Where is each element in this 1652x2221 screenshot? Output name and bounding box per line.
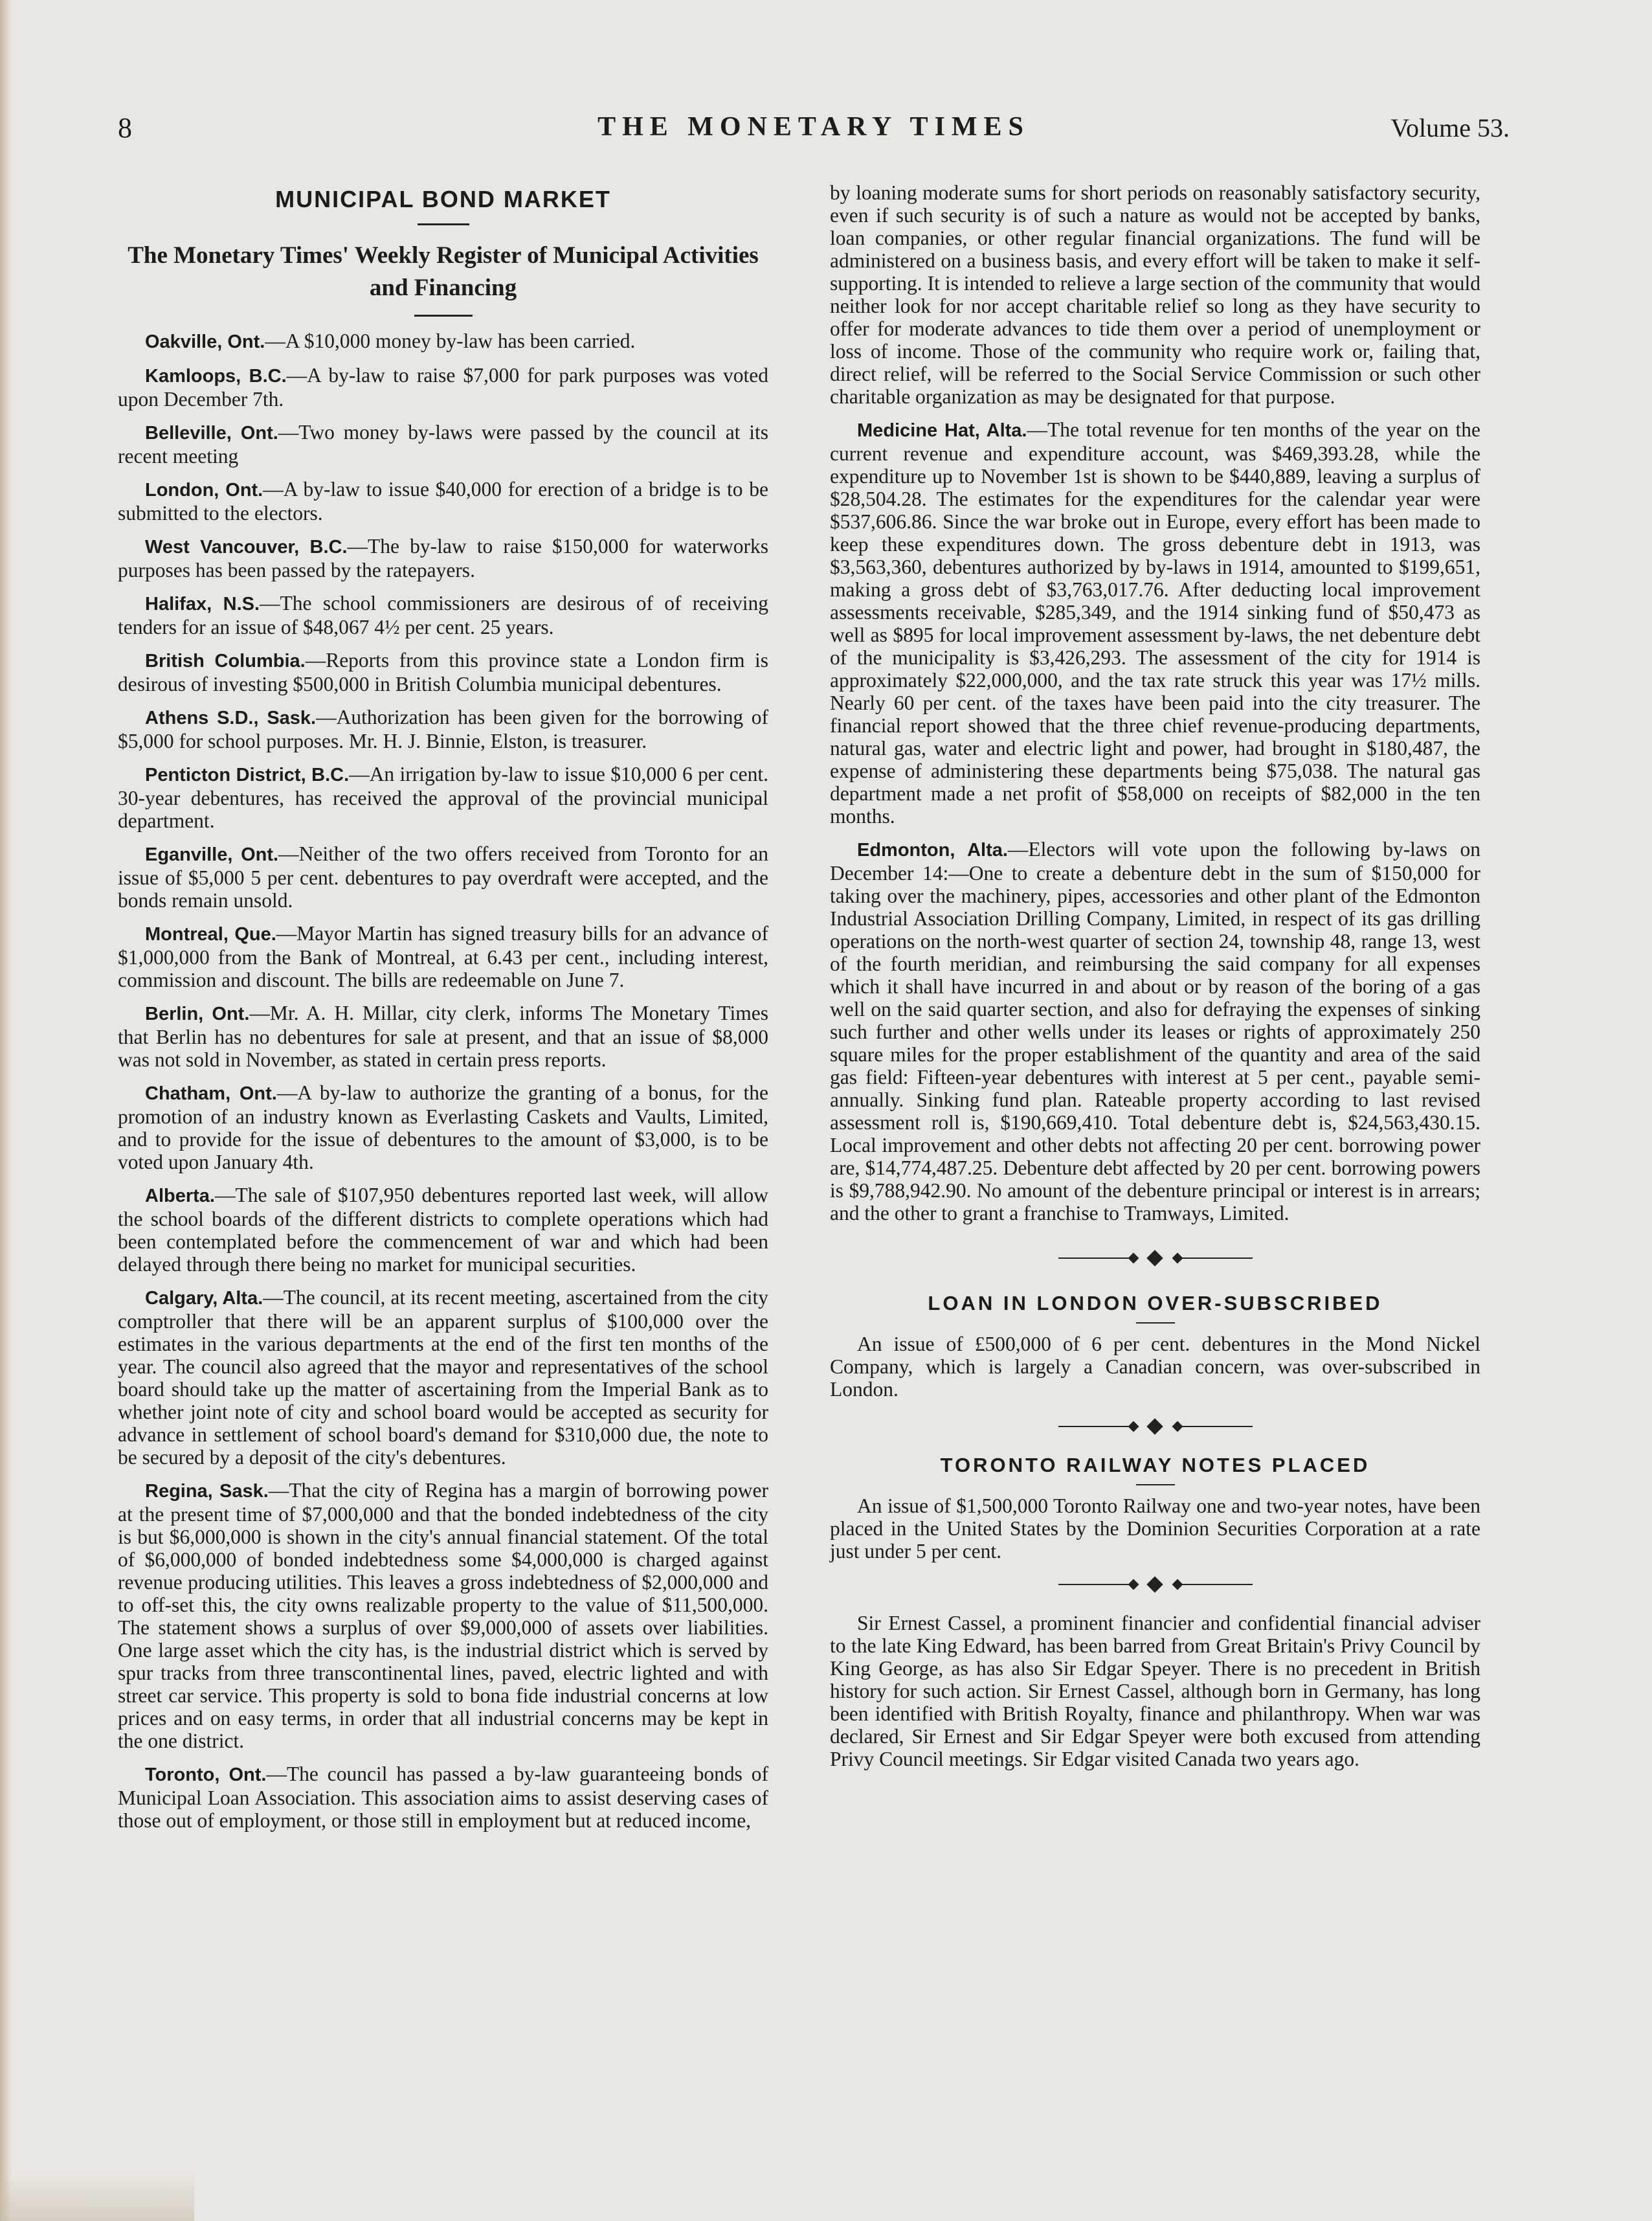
railway-rule: [1136, 1484, 1175, 1485]
item-text: —Authorization has been given for the borrowing of $5,000 for school purposes. Mr. H. J. Binnie, Elston, is treasurer.: [118, 706, 768, 752]
item-text: —Mr. A. H. Millar, city clerk, informs The Monetary Times that Berlin has no debentures for sale at present, and that an issue of $8,000 was not sold in November, as stated in certain press reports.: [118, 1002, 768, 1071]
item-place: Toronto, Ont.: [145, 1764, 267, 1785]
bond-item: [118, 364, 768, 411]
item-text: —That the city of Regina has a margin of borrowing power at the present time of $7,000,000 and that the bonded indebtedness of the city is but $6,000,000 is shown in the city's annual financial statement. Of the total of $6,000,000 of bonded indebtedness some $4,000,000 is charged against revenue producing utilities. This leaves a gross indebtedness of $2,000,000 and to off-set this, the city owns realizable property to the value of $11,500,000. The statement shows a surplus of over $9,000,000 of assets over liabilities. One large asset which the city has, is the industrial district which is served by spur tracks from three transcontinental lines, paved, electric lighted and with street car service. This property is sold to bona fide industrial concerns at low prices and on easy terms, in order that all industrial concerns may be kept in the one district.: [118, 1479, 768, 1752]
bond-item: [118, 842, 768, 912]
item-place: Halifax, N.S.: [145, 594, 260, 614]
article-headline: MUNICIPAL BOND MARKET: [275, 186, 611, 212]
item-text: —A by-law to raise $7,000 for park purposes was voted upon December 7th.: [118, 364, 768, 411]
cassel-paragraph: Sir Ernest Cassel, a prominent financier and confidential financial adviser to the late King Edward, has been barred from Great Britain's Privy Council by King George, as has also Sir Edgar Speyer. There is no precedent in British history for such action. Sir Ernest Cassel, although born in Germany, has long been identified with British Royalty, finance and philanthropy. When war was declared, Sir Ernest and Sir Edgar Speyer were both excused from attending Privy Council meetings. Sir Edgar visited Canada two years ago.: [830, 1612, 1480, 1770]
bond-item: [118, 478, 768, 524]
item-place: West Vancouver, B.C.: [145, 537, 348, 558]
page-edge: [0, 0, 12, 2221]
item-place: Belleville, Ont.: [145, 423, 278, 444]
ornament-divider: [1058, 1250, 1253, 1266]
bond-item: [118, 1184, 768, 1276]
bond-item: [118, 1763, 768, 1832]
item-place: Athens S.D., Sask.: [145, 708, 317, 728]
item-text: —The sale of $107,950 debentures reported last week, will allow the school boards of the different districts to complete operations which had been contemplated before the commencement of war and which had been delayed through there being no market for municipal securities.: [118, 1184, 768, 1276]
paper-stain: [0, 2172, 194, 2221]
item-place: Edmonton, Alta.: [857, 840, 1008, 861]
item-text: —Neither of the two offers received from Toronto for an issue of $5,000 5 per cent. debentures to pay overdraft were accepted, and the bonds remain unsold.: [118, 842, 768, 912]
ornament-divider: [1058, 1419, 1253, 1434]
bond-item: [830, 418, 1480, 828]
item-place: Montreal, Que.: [145, 924, 276, 945]
item-place: Kamloops, B.C.: [145, 366, 287, 387]
toronto-continuation: by loaning moderate sums for short periods on reasonably satisfactory security, even if such security is of such a nature as would not be accepted by banks, loan companies, or other regular financial organizations. The fund will be administered on a business basis, and every effort will be taken to make it self-supporting. It is intended to relieve a large section of the community that would neither look for nor accept charitable relief so long as they have security to offer for moderate advances to tide them over a period of unemployment or loss of income. Those of the community who require work or, failing that, direct relief, will be referred to the Social Service Commission or such other charitable organization as may be designated for that purpose.: [830, 181, 1480, 408]
bond-item: [118, 535, 768, 581]
loan-heading: LOAN IN LONDON OVER-SUBSCRIBED: [928, 1292, 1383, 1314]
right-column: [830, 181, 1480, 1781]
bond-item: [118, 1286, 768, 1469]
item-text: —Two money by-laws were passed by the council at its recent meeting: [118, 421, 768, 468]
headline-rule: [418, 223, 469, 225]
item-place: Alberta.: [145, 1186, 215, 1206]
item-text: —An irrigation by-law to issue $10,000 6 per cent. 30-year debentures, has received the approval of the provincial municipal department.: [118, 763, 768, 832]
bond-item: [118, 330, 768, 354]
bond-item: [118, 649, 768, 695]
loan-rule: [1136, 1322, 1175, 1324]
page-number: 8: [118, 112, 132, 144]
subhead-rule: [414, 315, 473, 317]
item-place: Medicine Hat, Alta.: [857, 420, 1027, 441]
item-text: —A by-law to authorize the granting of a bonus, for the promotion of an industry known as Everlasting Caskets and Vaults, Limited, and to provide for the issue of debentures to the amount of $3,000, is to be voted upon January 4th.: [118, 1081, 768, 1173]
bond-item: [118, 922, 768, 991]
bond-item: [118, 1081, 768, 1173]
bond-item: [118, 592, 768, 638]
bond-item: [118, 706, 768, 752]
item-place: British Columbia.: [145, 651, 306, 671]
item-text: —A by-law to issue $40,000 for erection of a bridge is to be submitted to the electors.: [118, 478, 768, 524]
running-head: [118, 111, 1510, 150]
volume-label: Volume 53.: [1390, 113, 1510, 142]
item-place: Oakville, Ont.: [145, 332, 265, 352]
item-text: —The council has passed a by-law guaranteeing bonds of Municipal Loan Association. This association aims to assist deserving cases of those out of employment, or those still in employment but at reduced income,: [118, 1763, 768, 1832]
bond-item: [830, 838, 1480, 1224]
bond-item: [118, 1002, 768, 1071]
loan-text: An issue of £500,000 of 6 per cent. debentures in the Mond Nickel Company, which is largely a Canadian concern, was over-subscribed in London.: [830, 1333, 1480, 1401]
item-place: Penticton District, B.C.: [145, 765, 350, 785]
item-place: Berlin, Ont.: [145, 1004, 250, 1024]
item-text: —Reports from this province state a London firm is desirous of investing $500,000 in British Columbia municipal debentures.: [118, 649, 768, 695]
bond-item: [118, 1479, 768, 1752]
item-place: Chatham, Ont.: [145, 1083, 277, 1104]
bond-item: [118, 763, 768, 832]
railway-text: An issue of $1,500,000 Toronto Railway one and two-year notes, have been placed in the United States by the Dominion Securities Corporation at a rate just under 5 per cent.: [830, 1494, 1480, 1562]
bond-item: [118, 421, 768, 468]
item-text: —The total revenue for ten months of the year on the current revenue and expenditure account, was $469,393.28, while the expenditure up to November 1st is shown to be $440,889, leaving a surplus of $28,504.28. The estimates for the expenditures for the calendar year were $537,606.86. Since the war broke out in Europe, every effort has been made to keep these expenditures down. The gross debenture debt in 1913, was $3,563,360, debentures authorized by by-laws in 1914, amounted to $199,651, making a gross debt of $3,763,017.76. After deducting local improvement assessments receivable, $285,349, and the 1914 sinking fund of $50,473 as well as $895 for local improvement assessment by-laws, the net debenture debt of the municipality is $3,426,293. The assessment of the city for 1914 is approximately $22,000,000, and the tax rate struck this year was 17½ mills. Nearly 60 per cent. of the taxes have been paid into the city treasurer. The financial report showed that the three chief revenue-producing departments, natural gas, water and electric light and power, had brought in $180,487, the expense of administering these departments being $75,038. The natural gas department made a net profit of $58,000 on receipts of $82,000 in the ten months.: [830, 418, 1480, 828]
item-place: Calgary, Alta.: [145, 1288, 263, 1309]
item-text: —The by-law to raise $150,000 for waterworks purposes has been passed by the ratepayers.: [118, 535, 768, 581]
item-place: Eganville, Ont.: [145, 844, 279, 865]
ornament-divider: [1058, 1577, 1253, 1592]
item-place: London, Ont.: [145, 480, 263, 501]
item-place: Regina, Sask.: [145, 1481, 269, 1502]
item-text: —Mayor Martin has signed treasury bills for an advance of $1,000,000 from the Bank of Montreal, at 6.43 per cent., including interest, commission and discount. The bills are redeemable on June 7.: [118, 922, 768, 991]
article-subhead: The Monetary Times' Weekly Register of Municipal Activities and Financing: [128, 242, 759, 301]
item-text: —The school commissioners are desirous of of receiving tenders for an issue of $48,067 4½ per cent. 25 years.: [118, 592, 768, 638]
item-text: —A $10,000 money by-law has been carried.: [265, 330, 636, 352]
left-column: [118, 181, 768, 1842]
item-text: —The council, at its recent meeting, ascertained from the city comptroller that there will be an apparent surplus of $100,000 over the estimates in the various departments at the end of the first ten months of the year. The council also agreed that the mayor and representatives of the school board should take up the matter of ascertaining from the Imperial Bank as to whether joint note of city and school board would be accepted as security for advance in settlement of school board's demand for $310,000 due, the note to be secured by a deposit of the city's debentures.: [118, 1286, 768, 1469]
publication-title: THE MONETARY TIMES: [597, 112, 1030, 142]
item-text: —Electors will vote upon the following by-laws on December 14:—One to create a debenture debt in the sum of $150,000 for taking over the machinery, pipes, accessories and other plant of the Edmonton Industrial Association Drilling Company, Limited, in respect of its gas drilling operations on the north-west quarter of section 24, township 48, range 13, west of the fourth meridian, and reimbursing the said company for all expenses which it shall have incurred in and about or by reason of the boring of a gas well on the said quarter section, and also for defraying the expenses of sinking such further and other wells under its leases or rights of approximately 250 square miles for the proper establishment of the quantity and area of the said gas field: Fifteen-year debentures with interest at 5 per cent., payable semi-annually. Sinking fund plan. Rateable property according to last revised assessment roll is, $190,669,410. Total debenture debt is, $24,563,430.15. Local improvement and other debts not affecting 20 per cent. borrowing power are, $14,774,487.25. Debenture debt affected by 20 per cent. borrowing powers is $9,788,942.90. No amount of the debenture principal or interest is in arrears; and the other to grant a franchise to Tramways, Limited.: [830, 838, 1480, 1224]
railway-heading: TORONTO RAILWAY NOTES PLACED: [940, 1454, 1370, 1476]
